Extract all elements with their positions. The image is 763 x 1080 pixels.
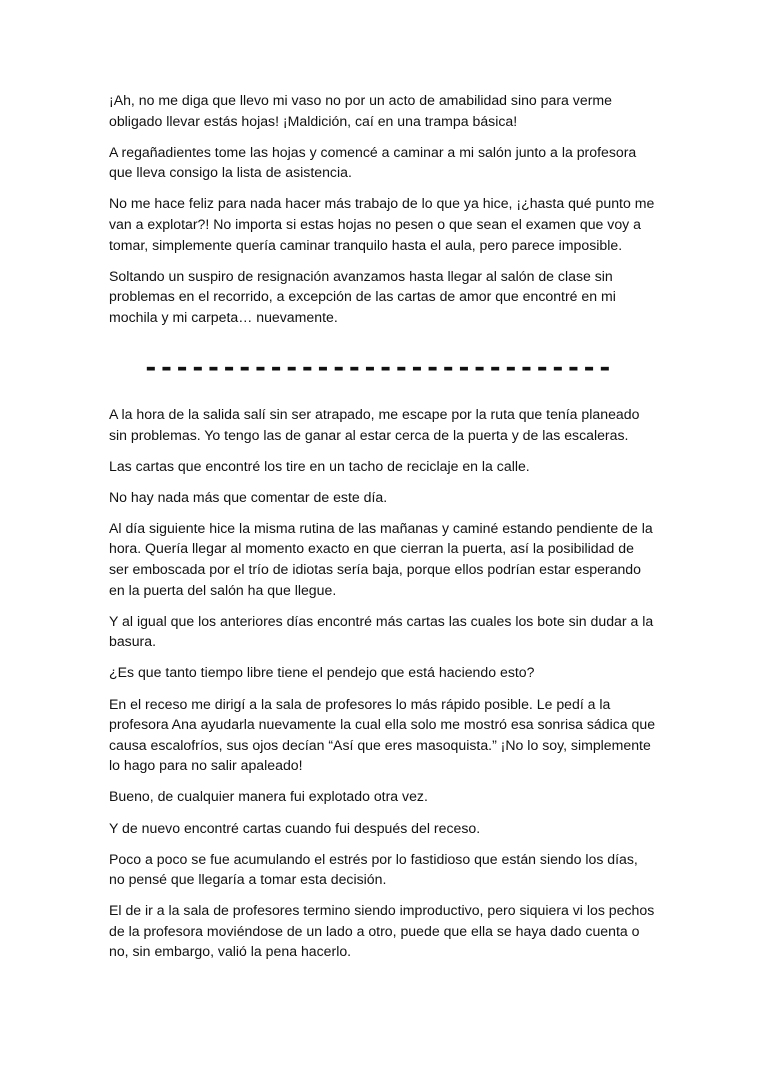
section-separator: ------------------------------	[143, 353, 613, 383]
paragraph: Bueno, de cualquier manera fui explotado otra vez.	[109, 788, 428, 805]
paragraph: Al día siguiente hice la misma rutina de las mañanas y caminé estando pendiente de la hora. Quería llegar al momento exacto en que cierran la puerta, así la posibilidad de ser emboscada por el trío de idiotas sería baja, porque ellos podrían estar esperando en la puerta del salón ha que llegue.	[109, 519, 653, 598]
paragraph: El de ir a la sala de profesores termino siendo improductivo, pero siquiera vi los pechos de la profesora moviéndose de un lado a otro, puede que ella se haya dado cuenta o no, sin embargo, valió la pena hacerlo.	[109, 902, 655, 960]
paragraph: Soltando un suspiro de resignación avanzamos hasta llegar al salón de clase sin problemas en el recorrido, a excepción de las cartas de amor que encontré en mi mochila y mi carpeta… nuevamente.	[109, 267, 616, 325]
text-section-2	[109, 404, 657, 973]
paragraph: Y de nuevo encontré cartas cuando fui después del receso.	[109, 819, 481, 836]
paragraph: Poco a poco se fue acumulando el estrés por lo fastidioso que están siendo los días, no pensé que llegaría a tomar esta decisión.	[109, 850, 638, 888]
paragraph: En el receso me dirigí a la sala de profesores lo más rápido posible. Le pedí a la profesora Ana ayudarla nuevamente la cual ella solo me mostró esa sonrisa sádica que causa escalofríos, sus ojos decían “Así que eres masoquista.” ¡No lo soy, simplemente lo hago para no salir apaleado!	[109, 695, 656, 774]
paragraph: A la hora de la salida salí sin ser atrapado, me escape por la ruta que tenía planeado sin problemas. Yo tengo las de ganar al estar cerca de la puerta y de las escaleras.	[109, 406, 640, 443]
paragraph: ¿Es que tanto tiempo libre tiene el pendejo que está haciendo esto?	[109, 664, 535, 681]
paragraph: No hay nada más que comentar de este día.	[109, 488, 388, 505]
paragraph: Las cartas que encontré los tire en un tacho de reciclaje en la calle.	[109, 457, 530, 474]
paragraph: Y al igual que los anteriores días encontré más cartas las cuales los bote sin dudar a la basura.	[109, 612, 654, 650]
paragraph: ¡Ah, no me diga que llevo mi vaso no por un acto de amabilidad sino para verme obligado llevar estás hojas! ¡Maldición, caí en una trampa básica!	[109, 92, 612, 129]
paragraph: No me hace feliz para nada hacer más trabajo de lo que ya hice, ¡¿hasta qué punto me van a explotar?! No importa si estas hojas no pesen o que sean el examen que voy a tomar, simplemente quería caminar tranquilo hasta el aula, pero parece imposible.	[109, 195, 655, 253]
text-section-1	[109, 90, 657, 338]
paragraph: A regañadientes tome las hojas y comencé a caminar a mi salón junto a la profesora que lleva consigo la lista de asistencia.	[109, 143, 637, 181]
